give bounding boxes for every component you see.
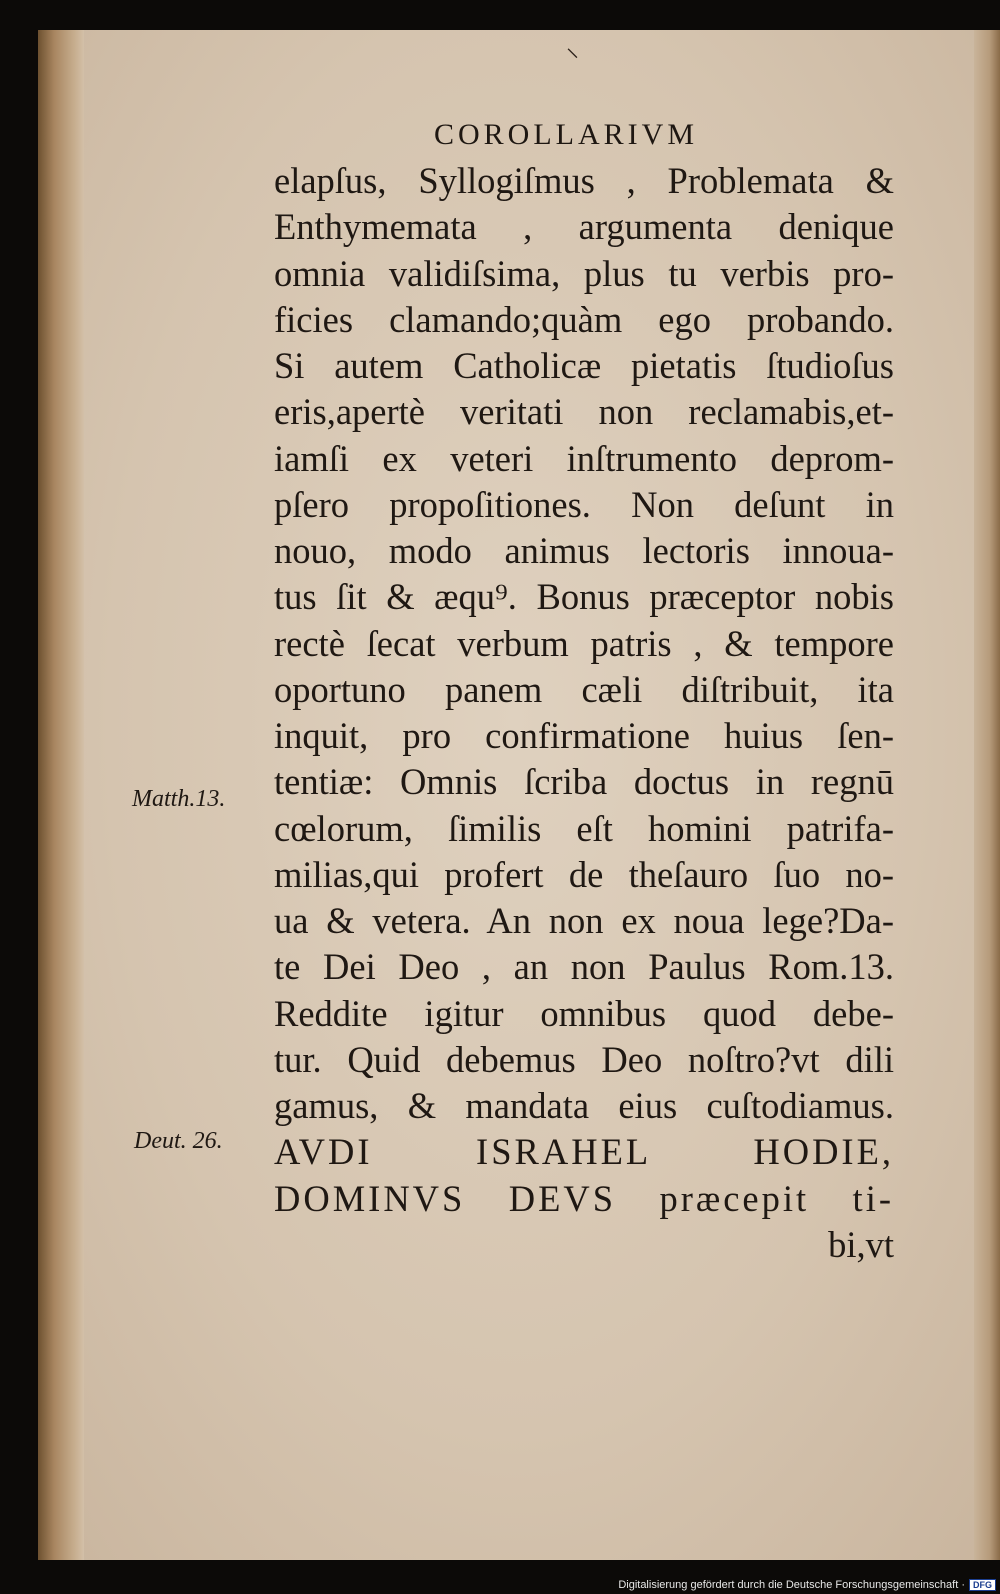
text-line: inquit, pro confirmatione huius ſen- xyxy=(274,715,894,756)
body-text xyxy=(274,158,894,1268)
footer-credit xyxy=(618,1579,996,1591)
catchword: bi,vt xyxy=(828,1223,894,1265)
page-mark: ⸜ xyxy=(566,33,580,63)
text-line: nouo, modo animus lectoris innoua- xyxy=(274,530,894,571)
text-line: Enthymemata , argumenta denique xyxy=(274,206,894,248)
text-line-capitals: DOMINVS DEVS præcepit ti- xyxy=(274,1177,894,1219)
dfg-logo: DFG xyxy=(969,1579,996,1591)
text-line: Si autem Catholicæ pietatis ſtudioſus xyxy=(274,345,894,386)
margin-note-matthew: Matth.13. xyxy=(132,786,226,812)
text-line: milias,qui profert de theſauro ſuo no- xyxy=(274,853,894,895)
text-line: eris,apertè veritati non reclamabis,et- xyxy=(274,391,894,433)
text-line: cœlorum, ſimilis eſt homini patrifa- xyxy=(274,807,894,849)
page-gutter xyxy=(38,30,84,1560)
running-header: COROLLARIVM xyxy=(434,118,699,151)
text-line-capitals: AVDI ISRAHEL HODIE, xyxy=(274,1131,894,1173)
text-line: rectè ſecat verbum patris , & tempore xyxy=(274,622,894,664)
text-line: Reddite igitur omnibus quod debe- xyxy=(274,992,894,1034)
footer-text: Digitalisierung gefördert durch die Deutsche Forschungsgemeinschaft · xyxy=(618,1579,965,1591)
text-line: elapſus, Syllogiſmus , Problemata & xyxy=(274,160,894,201)
text-line: gamus, & mandata eius cuſtodiamus. xyxy=(274,1085,894,1126)
margin-note-deuteronomy: Deut. 26. xyxy=(134,1128,223,1154)
text-line: tentiæ: Omnis ſcriba doctus in regnū xyxy=(274,761,894,803)
page-fore-edge xyxy=(974,30,1000,1560)
text-line: iamſi ex veteri inſtrumento deprom- xyxy=(274,437,894,479)
text-line: tus ſit & æqu⁹. Bonus præceptor nobis xyxy=(274,576,894,618)
text-line: tur. Quid debemus Deo noſtro?vt dili xyxy=(274,1038,894,1080)
text-line: ficies clamando;quàm ego probando. xyxy=(274,298,894,340)
text-line: oportuno panem cæli diſtribuit, ita xyxy=(274,668,894,710)
text-line: ua & vetera. An non ex noua lege?Da- xyxy=(274,900,894,941)
text-line: omnia validiſsima, plus tu verbis pro- xyxy=(274,252,894,294)
text-line: pſero propoſitiones. Non deſunt in xyxy=(274,483,894,525)
text-line: te Dei Deo , an non Paulus Rom.13. xyxy=(274,946,894,988)
